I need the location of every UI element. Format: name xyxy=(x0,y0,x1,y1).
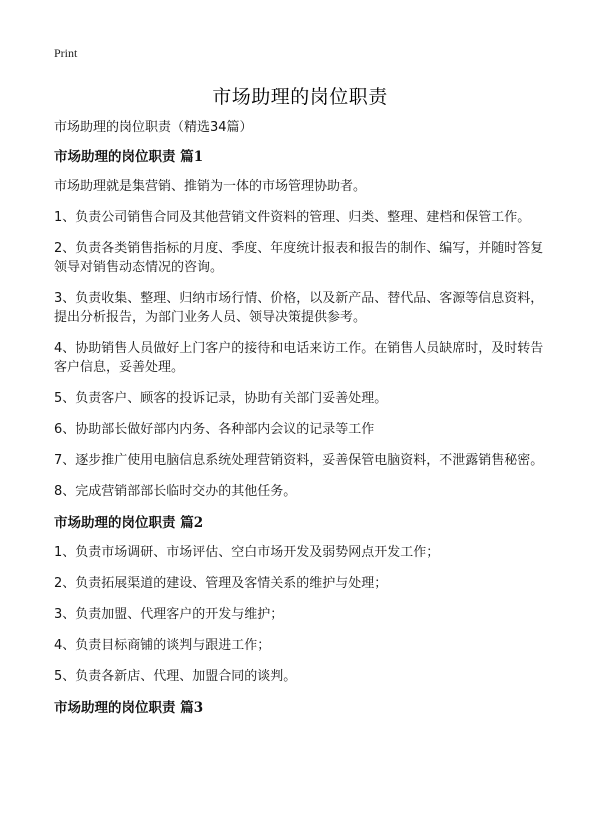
paragraph: 3、负责收集、整理、归纳市场行情、价格，以及新产品、替代品、客源等信息资料，提出分析报告，为部门业务人员、领导决策提供参考。 xyxy=(54,291,544,325)
paragraph: 4、协助销售人员做好上门客户的接待和电话来访工作。在销售人员缺席时，及时转告客户信息，妥善处理。 xyxy=(54,341,544,375)
paragraph: 3、负责加盟、代理客户的开发与维护； xyxy=(54,607,284,622)
paragraph: 2、负责各类销售指标的月度、季度、年度统计报表和报告的制作、编写，并随时答复领导对销售动态情况的咨询。 xyxy=(54,241,544,275)
section-heading: 市场助理的岗位职责 篇1 xyxy=(54,149,204,165)
section-heading: 市场助理的岗位职责 篇3 xyxy=(54,700,204,716)
print-label: Print xyxy=(54,46,78,60)
paragraph: 1、负责公司销售合同及其他营销文件资料的管理、归类、整理、建档和保管工作。 xyxy=(54,210,531,225)
paragraph: 5、负责客户、顾客的投诉记录，协助有关部门妥善处理。 xyxy=(54,391,388,406)
document-title: 市场助理的岗位职责 xyxy=(212,86,388,108)
section-2 xyxy=(54,513,549,686)
paragraph: 7、逐步推广使用电脑信息系统处理营销资料，妥善保管电脑资料，不泄露销售秘密。 xyxy=(54,453,544,468)
paragraph: 1、负责市场调研、市场评估、空白市场开发及弱势网点开发工作； xyxy=(54,545,440,560)
document-body xyxy=(54,118,549,728)
paragraph: 市场助理就是集营销、推销为一体的市场管理协助者。 xyxy=(54,179,367,194)
paragraph: 5、负责各新店、代理、加盟合同的谈判。 xyxy=(54,669,297,684)
paragraph: 4、负责目标商铺的谈判与跟进工作； xyxy=(54,638,271,653)
document-subtitle: 市场助理的岗位职责（精选34篇） xyxy=(54,120,253,135)
section-heading: 市场助理的岗位职责 篇2 xyxy=(54,515,204,531)
section-3 xyxy=(54,698,549,718)
paragraph: 2、负责拓展渠道的建设、管理及客情关系的维护与处理； xyxy=(54,576,388,591)
paragraph: 8、完成营销部部长临时交办的其他任务。 xyxy=(54,484,297,499)
paragraph: 6、协助部长做好部内内务、各种部内会议的记录等工作 xyxy=(54,422,375,437)
section-1 xyxy=(54,147,549,501)
